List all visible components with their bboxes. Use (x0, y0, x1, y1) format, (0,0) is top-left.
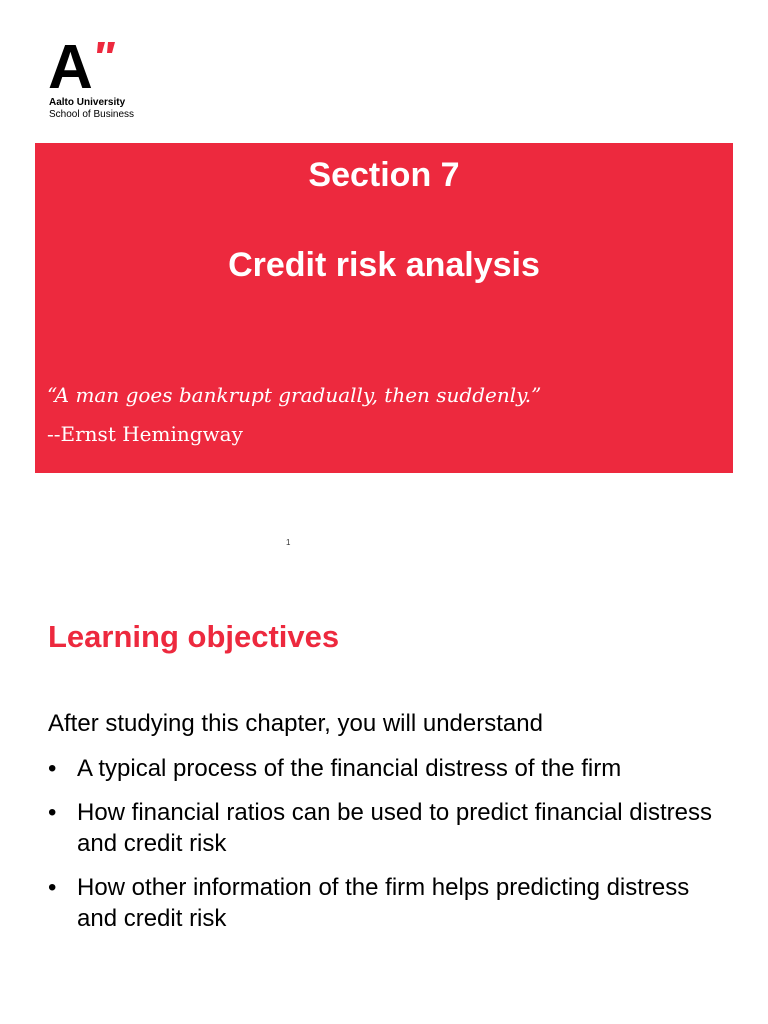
page-number: 1 (286, 538, 291, 547)
list-item (48, 753, 728, 784)
learning-objectives-heading: Learning objectives (48, 619, 340, 654)
list-item-text: A typical process of the financial distress of the firm (77, 755, 622, 782)
quote-text: “A man goes bankrupt gradually, then suddenly.” (47, 383, 542, 407)
logo-letter-a: A (48, 38, 93, 92)
bullet-icon: • (48, 874, 57, 901)
list-item (48, 872, 728, 934)
section-title: Section 7 (308, 156, 460, 194)
aalto-logo (48, 38, 188, 128)
logo-university-name: Aalto University (49, 97, 126, 108)
bullet-icon: • (48, 755, 57, 782)
title-panel (35, 143, 733, 473)
list-item-text: How financial ratios can be used to predict financial distress and credit risk (77, 799, 712, 857)
logo-school-name: School of Business (49, 109, 135, 120)
bullet-icon: • (48, 799, 57, 826)
quote-author: --Ernst Hemingway (47, 422, 243, 446)
objectives-intro: After studying this chapter, you will understand (48, 710, 543, 737)
objectives-list (48, 753, 728, 947)
list-item (48, 797, 728, 859)
list-item-text: How other information of the firm helps predicting distress and credit risk (77, 874, 690, 932)
section-subtitle: Credit risk analysis (228, 246, 540, 284)
aalto-logo-mark (48, 38, 128, 92)
logo-quote-marks-icon (97, 42, 115, 53)
